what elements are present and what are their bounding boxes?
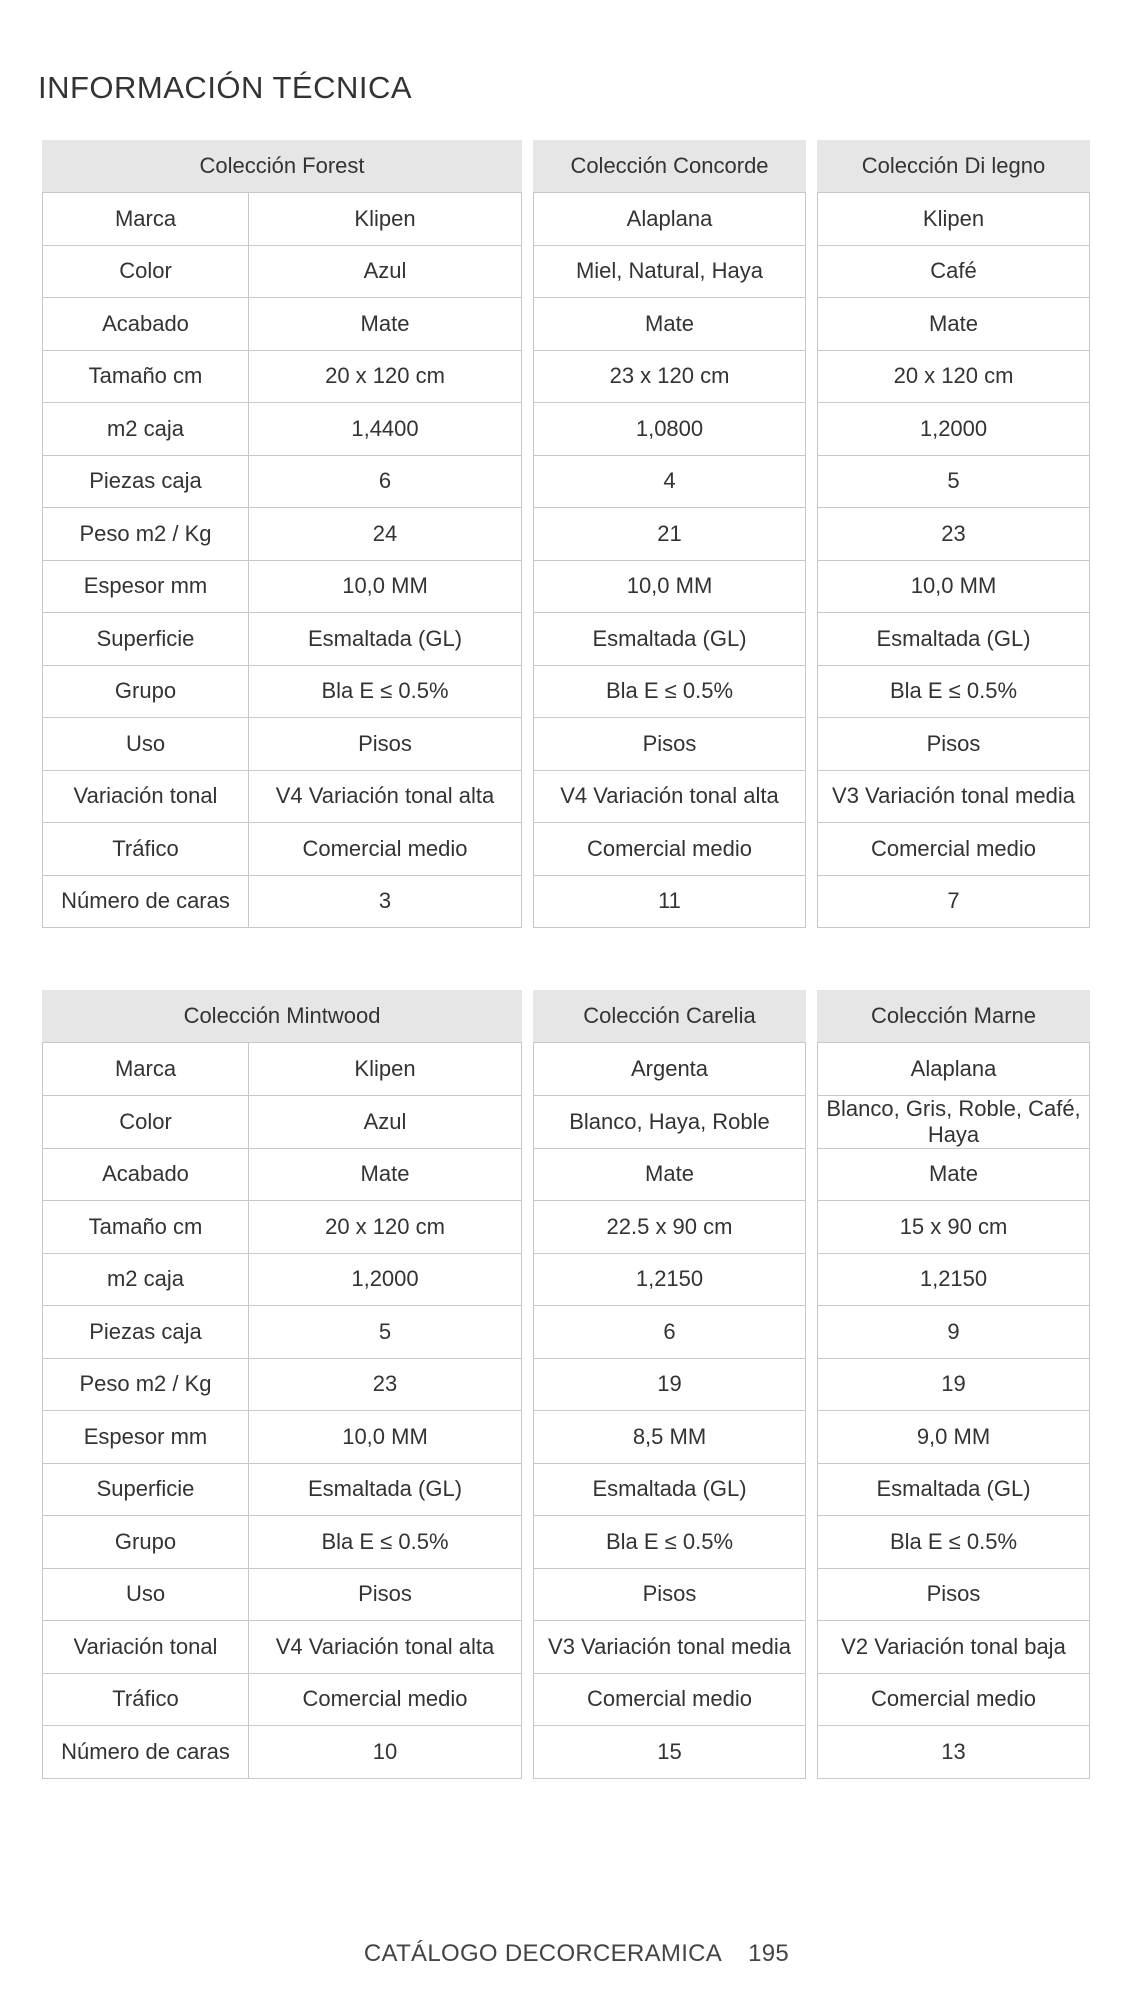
table-cell (533, 666, 806, 719)
cell-value: 15 (657, 1738, 682, 1764)
table-header-row (42, 140, 1090, 193)
cell-value: V2 Variación tonal baja (841, 1633, 1066, 1659)
table-row (42, 1464, 1090, 1517)
table-cell (817, 1569, 1090, 1622)
table-cell (817, 1674, 1090, 1727)
cell-value: 15 x 90 cm (899, 1213, 1008, 1239)
table-cell (533, 1149, 806, 1202)
row-label: Variación tonal (42, 771, 249, 824)
cell-value: 21 (657, 520, 682, 546)
spec-table-1 (42, 140, 1090, 928)
table-cell (249, 823, 522, 876)
table-cell (249, 1621, 522, 1674)
cell-value: Miel, Natural, Haya (575, 258, 764, 284)
table-cell (533, 718, 806, 771)
cell-value: Mate (360, 310, 410, 336)
cell-value: Mate (645, 1161, 694, 1187)
table-cell (249, 1201, 522, 1254)
row-label: Tamaño cm (42, 351, 249, 404)
collection-header: Colección Forest (42, 140, 522, 193)
cell-value: 6 (378, 468, 392, 494)
cell-value: 5 (947, 468, 960, 494)
cell-value: 8,5 MM (632, 1423, 707, 1449)
table-cell (817, 1726, 1090, 1779)
table-cell (533, 1254, 806, 1307)
table-row (42, 1411, 1090, 1464)
collection-header: Colección Carelia (533, 990, 806, 1043)
row-label: Color (42, 1096, 249, 1149)
row-label: Grupo (42, 666, 249, 719)
cell-value: 10 (372, 1738, 398, 1764)
table-row (42, 823, 1090, 876)
cell-value: Comercial medio (586, 835, 753, 861)
page-footer (14, 1940, 1125, 1968)
cell-value: 23 x 120 cm (609, 363, 730, 389)
row-label: Uso (42, 718, 249, 771)
table-row (42, 1043, 1090, 1096)
cell-value: 9 (947, 1318, 960, 1344)
table-cell (249, 456, 522, 509)
collection-header: Colección Concorde (533, 140, 806, 193)
table-cell (249, 1516, 522, 1569)
table-cell (249, 403, 522, 456)
cell-value: Blanco, Haya, Roble (569, 1108, 770, 1134)
cell-value: Mate (929, 1161, 978, 1187)
table-cell (817, 613, 1090, 666)
table-cell (249, 718, 522, 771)
table-row (42, 613, 1090, 666)
cell-value: 10,0 MM (342, 573, 428, 599)
table-cell (249, 1359, 522, 1412)
table-cell (533, 1464, 806, 1517)
cell-value: Azul (363, 258, 407, 284)
table-cell (817, 1464, 1090, 1517)
cell-value: Comercial medio (302, 835, 468, 861)
table-cell (817, 298, 1090, 351)
table-cell (817, 1306, 1090, 1359)
spec-table-2 (42, 990, 1090, 1779)
table-row (42, 1516, 1090, 1569)
table-cell (249, 1254, 522, 1307)
cell-value: Bla E ≤ 0.5% (889, 1528, 1018, 1554)
cell-value: 20 x 120 cm (325, 1213, 445, 1239)
cell-value: 5 (378, 1318, 392, 1344)
table-cell (817, 1254, 1090, 1307)
table-cell (249, 1674, 522, 1727)
cell-value: V3 Variación tonal media (832, 783, 1075, 809)
table-row (42, 561, 1090, 614)
row-label: Marca (42, 1043, 249, 1096)
table-row (42, 456, 1090, 509)
table-row (42, 666, 1090, 719)
row-label: Espesor mm (42, 561, 249, 614)
table-row (42, 1359, 1090, 1412)
cell-value: Bla E ≤ 0.5% (605, 678, 734, 704)
table-row (42, 1201, 1090, 1254)
table-cell (533, 246, 806, 299)
row-label: Piezas caja (42, 456, 249, 509)
table-cell (533, 193, 806, 246)
cell-value: 10,0 MM (626, 573, 713, 599)
cell-value: 23 (372, 1371, 398, 1397)
cell-value: 1,2000 (351, 1266, 419, 1292)
table-row (42, 1674, 1090, 1727)
cell-value: Klipen (354, 205, 416, 231)
row-label: Color (42, 246, 249, 299)
table-row (42, 246, 1090, 299)
row-label: Número de caras (42, 1726, 249, 1779)
cell-value: Pisos (642, 730, 697, 756)
table-cell (533, 1516, 806, 1569)
table-row (42, 1096, 1090, 1149)
cell-value: 19 (941, 1371, 966, 1397)
row-label: m2 caja (42, 1254, 249, 1307)
row-label: Tamaño cm (42, 1201, 249, 1254)
table-cell (533, 351, 806, 404)
table-cell (533, 1096, 806, 1149)
row-label: m2 caja (42, 403, 249, 456)
table-row (42, 1726, 1090, 1779)
row-label: Tráfico (42, 1674, 249, 1727)
table-cell (249, 351, 522, 404)
table-cell (817, 1621, 1090, 1674)
table-cell (249, 1411, 522, 1464)
cell-value: Esmaltada (GL) (592, 1476, 747, 1502)
table-cell (533, 771, 806, 824)
cell-value: 1,2150 (919, 1266, 988, 1292)
cell-value: Esmaltada (GL) (592, 625, 747, 651)
row-label: Grupo (42, 1516, 249, 1569)
cell-value: 10,0 MM (342, 1423, 428, 1449)
table-cell (817, 1359, 1090, 1412)
table-cell (817, 246, 1090, 299)
cell-value: Bla E ≤ 0.5% (605, 1528, 734, 1554)
table-cell (533, 508, 806, 561)
cell-value: Esmaltada (GL) (876, 1476, 1031, 1502)
table-cell (249, 508, 522, 561)
cell-value: Esmaltada (GL) (307, 625, 463, 651)
cell-value: 6 (663, 1318, 676, 1344)
table-cell (533, 876, 806, 929)
table-cell (533, 561, 806, 614)
table-cell (249, 1569, 522, 1622)
table-cell (533, 1726, 806, 1779)
cell-value: V4 Variación tonal alta (275, 783, 495, 809)
table-row (42, 508, 1090, 561)
cell-value: 19 (657, 1371, 682, 1397)
table-cell (249, 246, 522, 299)
cell-value: 24 (372, 520, 398, 546)
cell-value: Klipen (922, 205, 985, 231)
table-cell (249, 876, 522, 929)
cell-value: Comercial medio (870, 835, 1037, 861)
table-cell (817, 823, 1090, 876)
cell-value: Alaplana (626, 205, 713, 231)
cell-value: 1,4400 (351, 415, 419, 441)
row-label: Marca (42, 193, 249, 246)
catalog-name: CATÁLOGO DECORCERAMICA (363, 1940, 723, 1967)
cell-value: 9,0 MM (916, 1423, 991, 1449)
cell-value: 20 x 120 cm (893, 363, 1014, 389)
cell-value: Alaplana (910, 1055, 997, 1081)
cell-value: 7 (947, 888, 960, 914)
table-cell (817, 1096, 1090, 1149)
page-number: 195 (748, 1940, 790, 1967)
table-row (42, 351, 1090, 404)
table-row (42, 771, 1090, 824)
table-header-row (42, 990, 1090, 1043)
cell-value: Mate (929, 310, 978, 336)
table-cell (817, 1149, 1090, 1202)
table-cell (249, 193, 522, 246)
table-cell (817, 1201, 1090, 1254)
cell-value: Mate (645, 310, 694, 336)
row-label: Superficie (42, 613, 249, 666)
table-row (42, 1149, 1090, 1202)
cell-value: Bla E ≤ 0.5% (321, 1528, 449, 1554)
table-cell (533, 1411, 806, 1464)
cell-value: V4 Variación tonal alta (560, 783, 779, 809)
cell-value: Café (930, 258, 977, 284)
cell-value: Esmaltada (GL) (307, 1476, 463, 1502)
cell-value: Pisos (926, 1581, 981, 1607)
table-cell (249, 1096, 522, 1149)
table-cell (249, 613, 522, 666)
cell-value: Comercial medio (870, 1686, 1037, 1712)
row-label: Piezas caja (42, 1306, 249, 1359)
table-cell (817, 876, 1090, 929)
table-cell (533, 1201, 806, 1254)
table-cell (533, 403, 806, 456)
table-cell (817, 508, 1090, 561)
cell-value: Pisos (358, 730, 412, 756)
cell-value: 1,0800 (635, 415, 704, 441)
table-cell (533, 1359, 806, 1412)
table-cell (533, 823, 806, 876)
table-cell (817, 1411, 1090, 1464)
cell-value: Bla E ≤ 0.5% (321, 678, 449, 704)
table-cell (249, 1464, 522, 1517)
cell-value: 1,2000 (919, 415, 988, 441)
table-cell (817, 666, 1090, 719)
row-label: Tráfico (42, 823, 249, 876)
row-label: Número de caras (42, 876, 249, 929)
table-cell (817, 456, 1090, 509)
table-row (42, 1569, 1090, 1622)
cell-value: Klipen (354, 1055, 416, 1081)
cell-value: Esmaltada (GL) (876, 625, 1031, 651)
table-cell (533, 1674, 806, 1727)
table-cell (817, 561, 1090, 614)
table-row (42, 298, 1090, 351)
table-cell (249, 1043, 522, 1096)
row-label: Variación tonal (42, 1621, 249, 1674)
collection-header: Colección Marne (817, 990, 1090, 1043)
table-cell (817, 771, 1090, 824)
cell-value: Comercial medio (586, 1686, 753, 1712)
cell-value: 23 (941, 520, 966, 546)
cell-value: 22.5 x 90 cm (606, 1213, 733, 1239)
table-cell (249, 1149, 522, 1202)
table-row (42, 1306, 1090, 1359)
collection-header: Colección Di legno (817, 140, 1090, 193)
table-cell (533, 613, 806, 666)
cell-value: 10,0 MM (910, 573, 997, 599)
cell-value: 13 (941, 1738, 966, 1764)
table-cell (249, 771, 522, 824)
cell-value: 4 (663, 468, 676, 494)
row-label: Acabado (42, 298, 249, 351)
table-row (42, 718, 1090, 771)
table-cell (249, 298, 522, 351)
cell-value: 11 (658, 888, 681, 914)
collection-header: Colección Mintwood (42, 990, 522, 1043)
table-cell (249, 666, 522, 719)
row-label: Superficie (42, 1464, 249, 1517)
table-cell (533, 1569, 806, 1622)
table-cell (533, 1306, 806, 1359)
cell-value: 1,2150 (635, 1266, 704, 1292)
table-cell (817, 351, 1090, 404)
table-cell (817, 193, 1090, 246)
table-cell (533, 456, 806, 509)
table-cell (817, 1043, 1090, 1096)
cell-value: Comercial medio (302, 1686, 468, 1712)
table-cell (249, 1726, 522, 1779)
row-label: Uso (42, 1569, 249, 1622)
cell-value: V4 Variación tonal alta (275, 1633, 495, 1659)
cell-value: Pisos (926, 730, 981, 756)
cell-value: Blanco, Gris, Roble, Café, Haya (826, 1095, 1081, 1147)
row-label: Espesor mm (42, 1411, 249, 1464)
row-label: Peso m2 / Kg (42, 1359, 249, 1412)
cell-value: Pisos (642, 1581, 697, 1607)
table-cell (817, 718, 1090, 771)
cell-value: Azul (363, 1108, 407, 1134)
page-title: INFORMACIÓN TÉCNICA (38, 70, 413, 105)
table-cell (533, 298, 806, 351)
cell-value: V3 Variación tonal media (548, 1633, 791, 1659)
cell-value: Pisos (358, 1581, 412, 1607)
cell-value: Argenta (630, 1055, 709, 1081)
table-row (42, 193, 1090, 246)
table-row (42, 1254, 1090, 1307)
row-label: Peso m2 / Kg (42, 508, 249, 561)
table-cell (533, 1621, 806, 1674)
table-cell (817, 403, 1090, 456)
table-cell (249, 561, 522, 614)
table-row (42, 1621, 1090, 1674)
table-row (42, 876, 1090, 929)
cell-value: Bla E ≤ 0.5% (889, 678, 1018, 704)
row-label: Acabado (42, 1149, 249, 1202)
cell-value: 20 x 120 cm (325, 363, 445, 389)
cell-value: 3 (378, 888, 392, 914)
cell-value: Mate (360, 1161, 410, 1187)
table-cell (533, 1043, 806, 1096)
table-cell (249, 1306, 522, 1359)
table-cell (817, 1516, 1090, 1569)
table-row (42, 403, 1090, 456)
